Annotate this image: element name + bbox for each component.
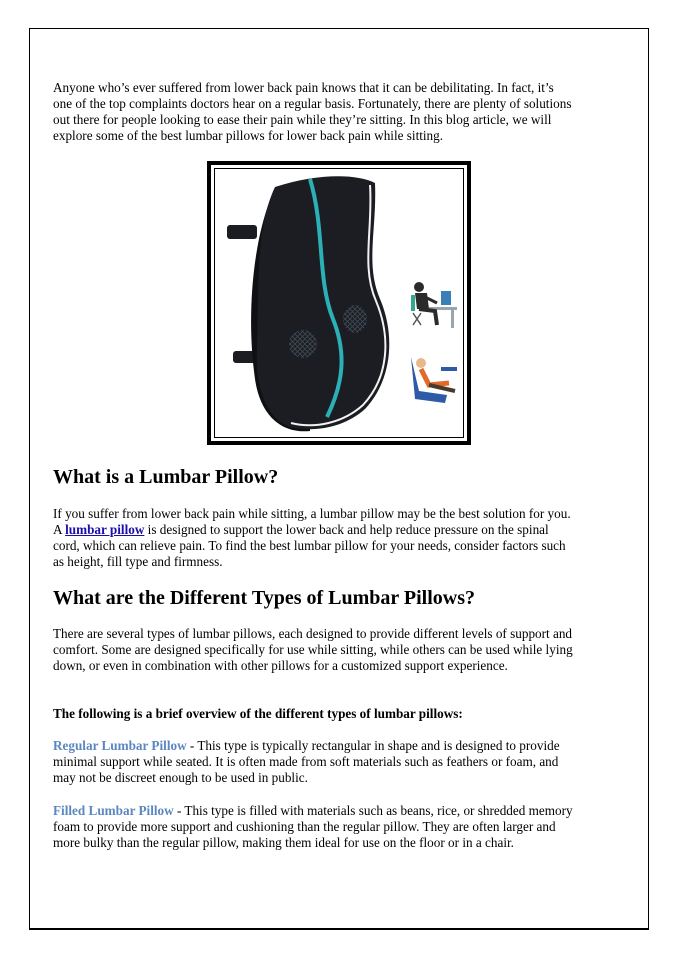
type-regular-text — [53, 738, 573, 786]
what-is-text — [53, 506, 573, 570]
what-is-text-end: is designed to support the lower back and help reduce pressure on the spinal cord, which can relieve pain. To find the best lumbar pillow for your needs, consider factors such as height, fill type and firmness. — [53, 522, 566, 569]
types-paragraph — [53, 626, 573, 674]
person-sitting-desk-icon — [411, 282, 457, 328]
types-text: There are several types of lumbar pillows, each designed to provide different levels of support and comfort. Some are designed specifically for use while sitting, while others can be used while lying down, or even in combination with other pillows for a customized support experience. — [53, 626, 573, 673]
intro-text: Anyone who’s ever suffered from lower back pain knows that it can be debilitating. In fact, it’s one of the top complaints doctors hear on a regular basis. Fortunately, there are plenty of solutions out there for people looking to ease their pain while they’re sitting. In this blog article, we will explore some of the best lumbar pillows for lower back pain while sitting. — [53, 80, 572, 143]
type-filled-text — [53, 803, 573, 851]
lumbar-pillow-link[interactable]: lumbar pillow — [65, 522, 145, 537]
pillow-strap-top — [227, 225, 257, 239]
person-reclining-chair-icon — [411, 357, 457, 403]
product-figure — [207, 161, 471, 445]
what-is-paragraph — [53, 506, 573, 570]
pillow-mesh-right — [343, 305, 367, 333]
lumbar-pillow-image — [215, 169, 463, 437]
section-types — [53, 586, 573, 610]
type-filled-description: - This type is filled with materials such as beans, rice, or shredded memory foam to provide more support and cushioning than the regular pillow. They are often larger and more bulky than the regular pillow, making them ideal for use on the floor or in a chair. — [53, 803, 573, 850]
heading-what-is-lumbar-pillow: What is a Lumbar Pillow? — [53, 466, 279, 488]
type-filled-name: Filled Lumbar Pillow — [53, 803, 174, 818]
type-regular-name: Regular Lumbar Pillow — [53, 738, 187, 753]
overview-line — [53, 706, 573, 722]
type-regular-description: - This type is typically rectangular in shape and is designed to provide minimal support while seated. It is often made from soft materials such as feathers or foam, and may not be discreet enough to be used in public. — [53, 738, 560, 785]
pillow-mesh-left — [289, 330, 317, 358]
figure-inner-frame — [214, 168, 464, 438]
type-filled — [53, 803, 573, 851]
what-is-text-start: If you suffer from lower back pain while sitting, a lumbar pillow may be the best solution for you. A — [53, 506, 571, 537]
overview-text: The following is a brief overview of the different types of lumbar pillows: — [53, 706, 463, 721]
intro-paragraph — [53, 80, 573, 144]
type-regular — [53, 738, 573, 786]
section-what-is — [53, 465, 573, 489]
heading-types-of-lumbar-pillows: What are the Different Types of Lumbar Pillows? — [53, 587, 476, 609]
